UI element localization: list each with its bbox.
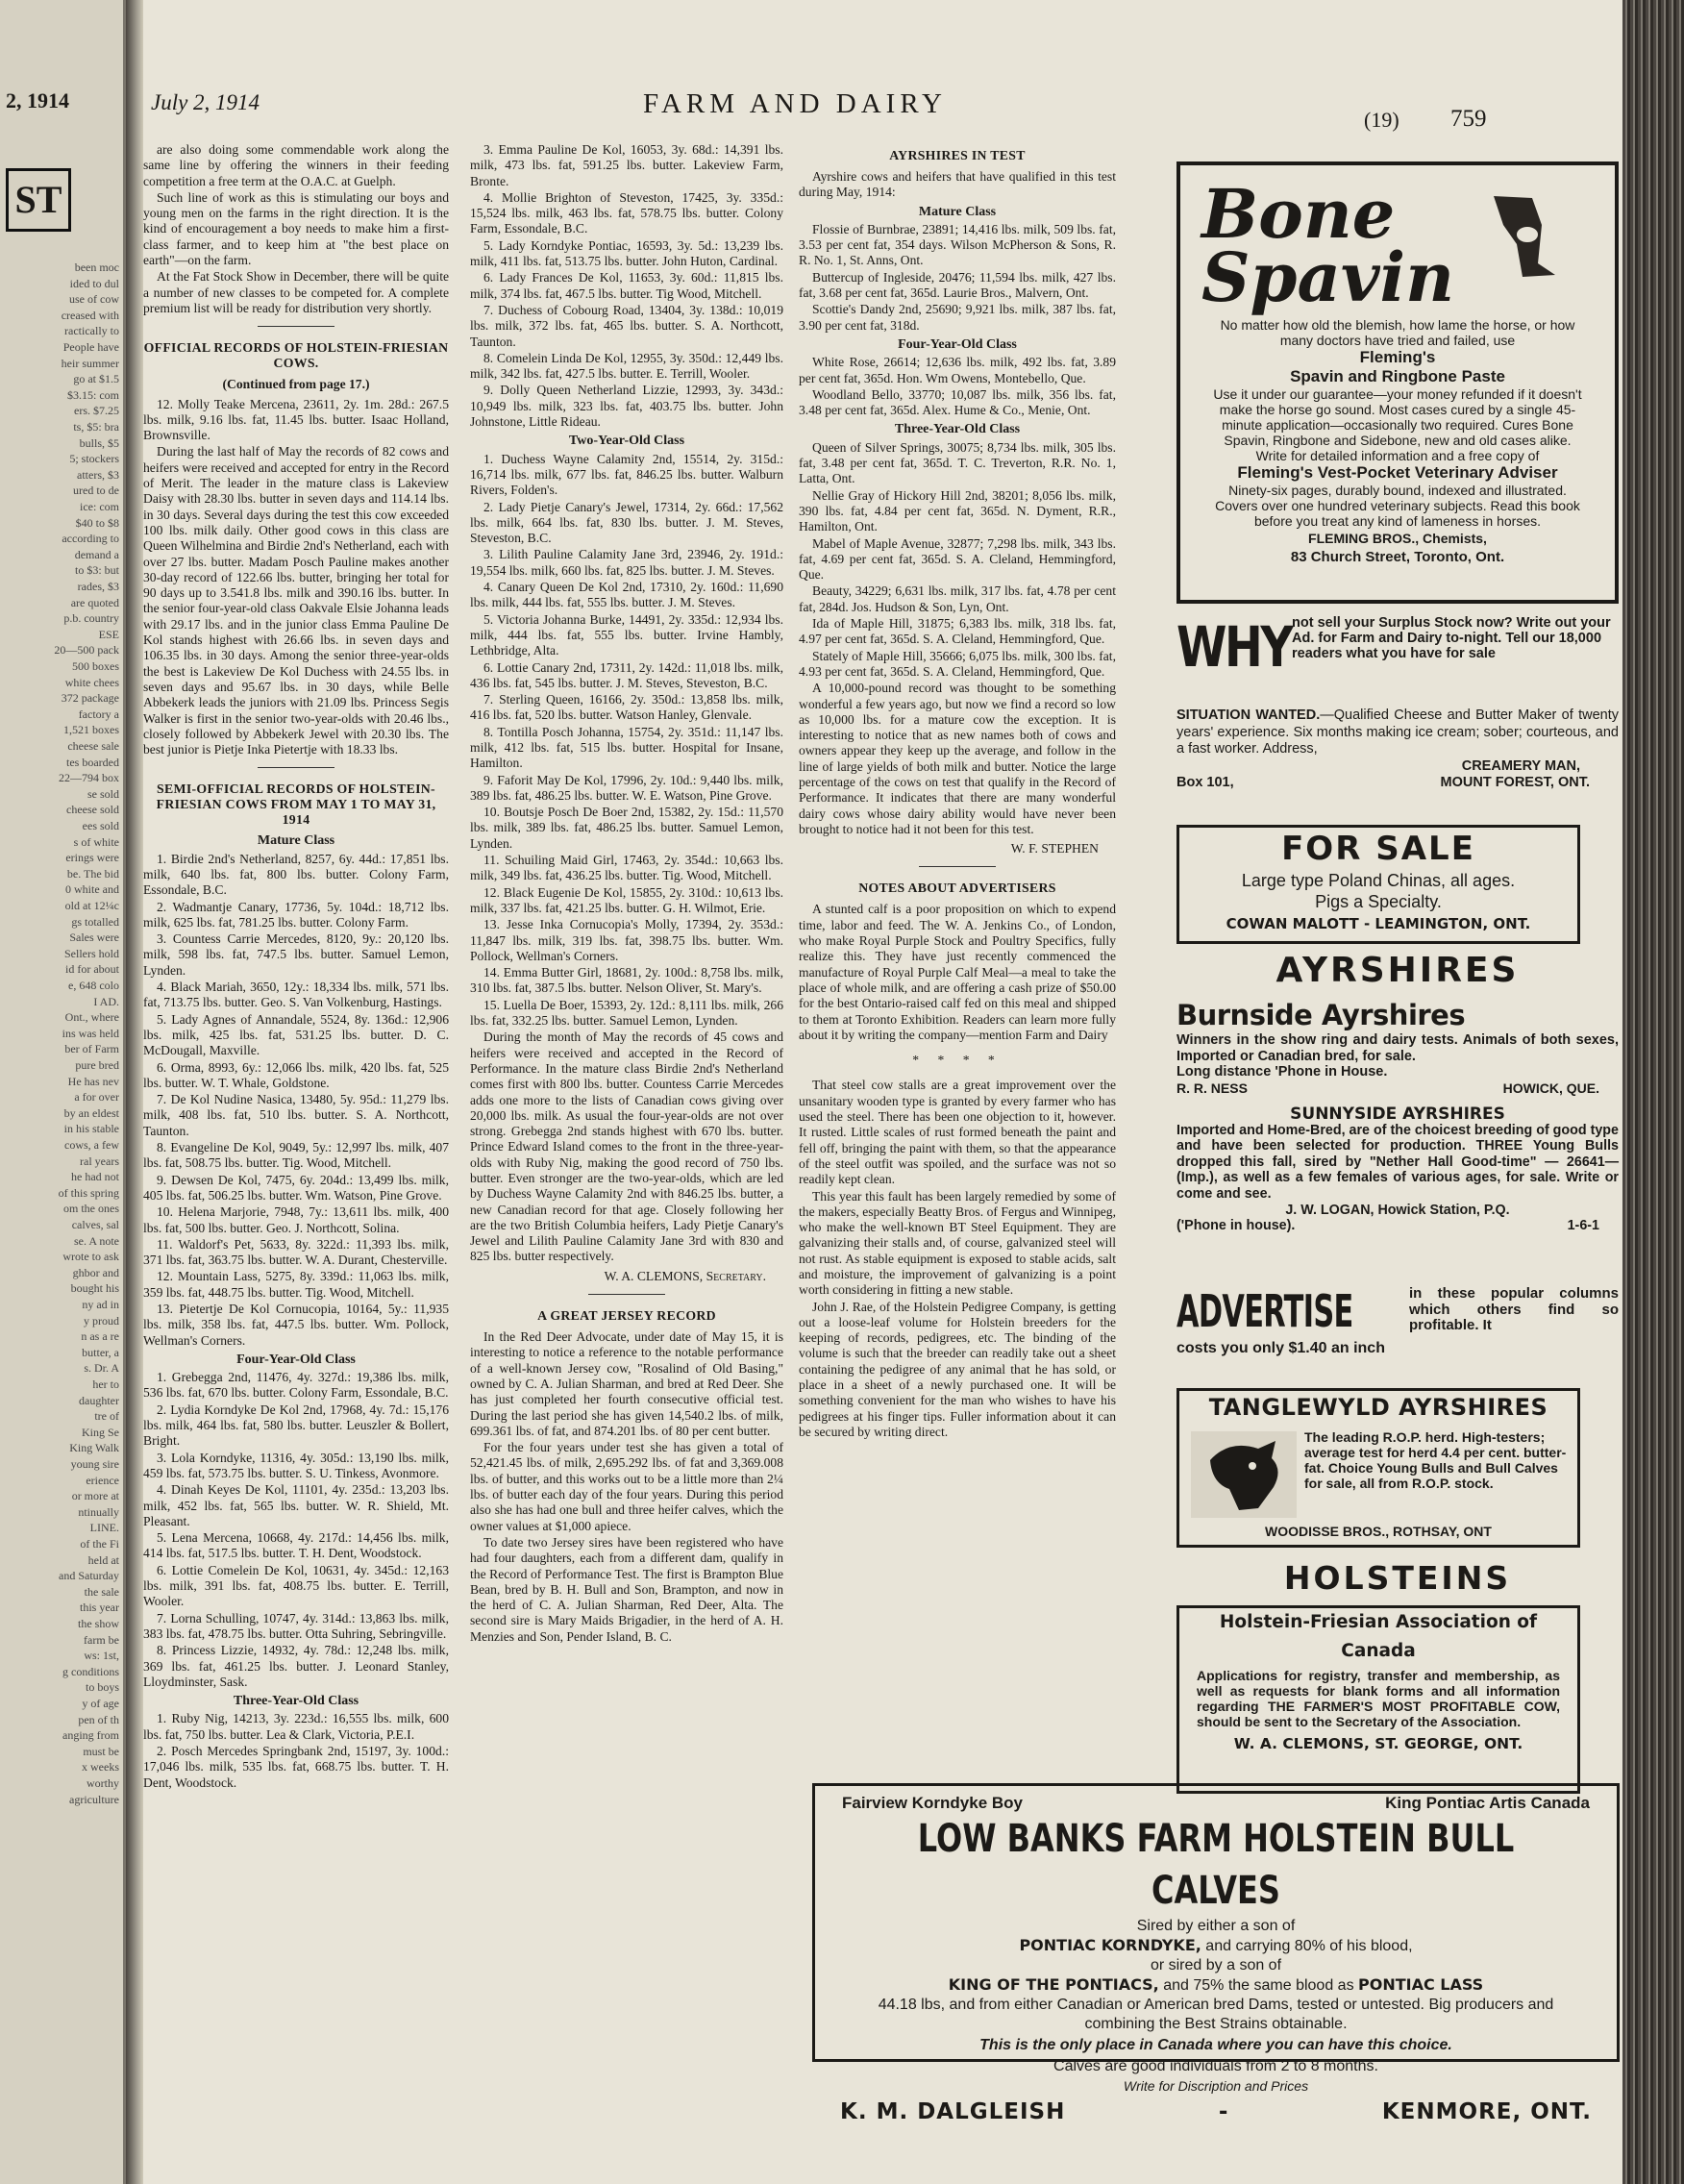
previous-page-fragment: erings were bbox=[65, 851, 119, 865]
previous-page-fragment: 5; stockers bbox=[69, 452, 119, 466]
tanglewyld-ad bbox=[1176, 1388, 1580, 1548]
previous-page-fragment: are quoted bbox=[70, 595, 119, 609]
bone-line: Ninety-six pages, durably bound, indexed and illustrated. Covers over one hundred veterinary subjects. Read this book before you treat any kind of lameness in horses. bbox=[1215, 483, 1580, 529]
previous-page-fragment: farm be bbox=[84, 1632, 119, 1647]
situation-label: SITUATION WANTED. bbox=[1176, 707, 1321, 723]
previous-page-fragment: tes boarded bbox=[66, 755, 119, 769]
previous-page-fragment: King Se bbox=[82, 1425, 119, 1439]
paragraph: This year this fault has been largely remedied by some of the makers, especially Beatty Bros. of Fergus and Winnipeg, who make the well-known BT Steel Equipment. They are galvanizing their stalls and, of course, galvanized steel will not rust. As stable equipment is exposed to stable acids, salt and moisture, the improvement of galvanizing is a point worth considering in fitting a new stable. bbox=[799, 1188, 1116, 1298]
divider bbox=[588, 1294, 665, 1295]
paragraph: 7. De Kol Nudine Nasica, 13480, 5y. 95d.: 11,279 lbs. milk, 408 lbs. fat, 510 lbs. butter. S. A. Northcott, Taunton. bbox=[143, 1092, 449, 1138]
burnside-ad bbox=[1176, 998, 1619, 1096]
paragraph: 2. Lydia Korndyke De Kol 2nd, 17968, 4y. 7d.: 15,176 lbs. milk, 464 lbs. fat, 580 lbs. butter. Leuszler & Bollert, Bright. bbox=[143, 1402, 449, 1449]
paragraph: Ida of Maple Hill, 31875; 6,383 lbs. milk, 318 lbs. fat, 4.97 per cent fat, 365d. S. A. Cleland, Hemmingford, Que. bbox=[799, 616, 1116, 647]
two-year-class-label: Two-Year-Old Class bbox=[568, 434, 685, 449]
previous-page-fragment: cheese sold bbox=[66, 803, 119, 817]
bone-line: Use it under our guarantee—your money refunded if it doesn't make the horse go sound. Most cases cured by a single 45-minute application—occasionally two required. Cures Bone Spavin, Ringbone and Sidebone, new and old cases alike. Write for detailed information and a free copy of bbox=[1213, 386, 1582, 463]
tanglewyld-text: The leading R.O.P. herd. High-testers; average test for herd 4.4 per cent. butter-fat. Choice Young Bulls and Bull Calves for sale, all from R.O.P. stock. bbox=[1304, 1429, 1567, 1491]
jersey-record-heading: A GREAT JERSEY RECORD bbox=[537, 1308, 716, 1324]
sunnyside-phone: ('Phone in house). bbox=[1176, 1218, 1296, 1234]
paragraph: Buttercup of Ingleside, 20476; 11,594 lbs. milk, 427 lbs. fat, 3.68 per cent fat, 365d. Laurie Bros., Malvern, Ont. bbox=[799, 269, 1116, 301]
paragraph: That steel cow stalls are a great improvement over the unsanitary wooden type is granted by every farmer who has used the steel. There has been one objection to it, however. It rusted. Little scales of rust formed beneath the paint and fell off, bringing the paint with them, so that the appearance of the steel outfit was spoiled, and the surface was not so readily kept clean. bbox=[799, 1078, 1116, 1187]
paragraph: 8. Comelein Linda De Kol, 12955, 3y. 350d.: 12,449 lbs. milk, 342 lbs. fat, 427.5 lbs. butter. E. Terrill, Wooler. bbox=[470, 350, 783, 382]
previous-page-fragment: agriculture bbox=[69, 1792, 119, 1806]
paragraph: 3. Lilith Pauline Calamity Jane 3rd, 23946, 2y. 191d.: 19,554 lbs. milk, 660 lbs. fat, 825 lbs. butter. J. M. Steves. bbox=[470, 547, 783, 578]
sunnyside-code: 1-6-1 bbox=[1567, 1218, 1599, 1234]
ayr-four-label: Four-Year-Old Class bbox=[898, 336, 1017, 352]
bone-line: Fleming's bbox=[1359, 348, 1436, 366]
pontiac-korndyke: PONTIAC KORNDYKE, bbox=[1019, 1936, 1201, 1954]
jersey-record-text bbox=[470, 1329, 783, 1645]
previous-page-fragment: I AD. bbox=[93, 994, 119, 1008]
paragraph: In the Red Deer Advocate, under date of May 15, it is interesting to notice a reference to the notable performance of a well-known Jersey cow, "Rosalind of Old Basing," owned by C. A. Julian Sharman, and bred at Red Deer. She has just completed her fourth consecutive official test. During the last period she has given 14,540.2 lbs. of milk, 699.361 lbs. of fat, and 874.201 lbs. of 80 per cent butter. bbox=[470, 1329, 783, 1438]
paragraph: 11. Waldorf's Pet, 5633, 8y. 322d.: 11,393 lbs. milk, 371 lbs. fat, 363.75 lbs. butter. W. A. Durant, Chesterville. bbox=[143, 1236, 449, 1268]
previous-page-fragment: the show bbox=[78, 1617, 119, 1630]
previous-page-fragment: x weeks bbox=[82, 1760, 119, 1774]
previous-page-fragment: 500 boxes bbox=[72, 659, 119, 673]
previous-page-fragment: of the Fi bbox=[80, 1537, 119, 1551]
paragraph: Woodland Bello, 33770; 10,087 lbs. milk, 356 lbs. fat, 3.48 per cent fat, 365d. Alex. Hume & Co., Menie, Ont. bbox=[799, 386, 1116, 418]
sunnyside-text: Imported and Home-Bred, are of the choicest breeding of good type and have been selected for production. THREE Young Bulls dropped this fall, sired by "Nether Hall Good-time" — 26641—(Imp.), as well as a few females of various ages, for sale. Write or come and see. bbox=[1176, 1122, 1619, 1202]
previous-page-fragment: rades, $3 bbox=[77, 580, 119, 593]
paragraph: 8. Princess Lizzie, 14932, 4y. 78d.: 12,248 lbs. milk, 369 lbs. fat, 461.25 lbs. butter. J. Leonard Stanley, Lloydminster, Sask. bbox=[143, 1643, 449, 1689]
situation-wanted-ad bbox=[1176, 707, 1619, 792]
previous-page-fragment: bought his bbox=[70, 1281, 119, 1296]
previous-page-fragment: Ont., where bbox=[64, 1010, 119, 1025]
paragraph: Stately of Maple Hill, 35666; 6,075 lbs. milk, 300 lbs. fat, 4.93 per cent fat, 365d. S. A. Cleland, Hemmingford, Que. bbox=[799, 648, 1116, 679]
previous-page-fragment: ntinually bbox=[78, 1504, 119, 1519]
previous-page-fragment: her to bbox=[92, 1377, 119, 1391]
notes-advertisers-heading: NOTES ABOUT ADVERTISERS bbox=[858, 881, 1056, 896]
previous-page-fragment: the sale bbox=[84, 1584, 119, 1599]
previous-page-fragment: gs totalled bbox=[71, 914, 119, 929]
previous-page-fragment: factory a bbox=[78, 707, 119, 721]
advertise-price: costs you only $1.40 an inch bbox=[1176, 1340, 1385, 1356]
previous-page-fragment: ESE bbox=[98, 627, 119, 641]
low-banks-contact bbox=[815, 2096, 1617, 2128]
previous-page-fragment: ghbor and bbox=[72, 1265, 119, 1279]
paragraph: 5. Victoria Johanna Burke, 14491, 2y. 335d.: 12,934 lbs. milk, 444 lbs. fat, 555 lbs. butter. Irvine Hambly, Lethbridge, Alta. bbox=[470, 611, 783, 658]
paragraph: 7. Sterling Queen, 16166, 2y. 350d.: 13,858 lbs. milk, 416 lbs. fat, 520 lbs. butter. Watson Hanley, Glenvale. bbox=[470, 692, 783, 723]
paragraph: Queen of Silver Springs, 30075; 8,734 lbs. milk, 305 lbs. fat, 3.48 per cent fat, 365d. T. C. Treverton, R.R. No. 1, Latta, Ont. bbox=[799, 439, 1116, 486]
sire-right: King Pontiac Artis Canada bbox=[1385, 1794, 1590, 1812]
paragraph: 8. Tontilla Posch Johanna, 15754, 2y. 351d.: 11,147 lbs. milk, 412 lbs. fat, 515 lbs. butter. Hospital for Insane, Hamilton. bbox=[470, 724, 783, 771]
previous-page-fragment: old at 12¼c bbox=[64, 899, 119, 912]
for-sale-line: Pigs a Specialty. bbox=[1315, 892, 1442, 911]
situation-box: Box 101, bbox=[1176, 775, 1234, 790]
bone-title-line2: Spavin bbox=[1201, 237, 1455, 317]
notes-text-2 bbox=[799, 1078, 1116, 1440]
separator-dash: - bbox=[1218, 2099, 1229, 2124]
previous-page-fragment: demand a bbox=[74, 547, 119, 561]
paragraph: 12. Black Eugenie De Kol, 15855, 2y. 310d.: 10,613 lbs. milk, 337 lbs. fat, 421.25 lbs. butter. G. H. Wilmot, Erie. bbox=[470, 884, 783, 915]
paragraph: Nellie Gray of Hickory Hill 2nd, 38201; 8,056 lbs. milk, 390 lbs. fat, 4.84 per cent fat, 365d. N. Dyment, R.R., Hamilton, Ont. bbox=[799, 487, 1116, 534]
holsteins-section-heading: HOLSTEINS bbox=[1283, 1559, 1512, 1597]
hfa-text: Applications for registry, transfer and membership, as well as requests for blank forms and all information regarding THE FARMER'S MOST PROFITABLE COW, should be sent to the Secretary of the Association. bbox=[1197, 1668, 1560, 1729]
situation-address bbox=[1176, 775, 1619, 792]
ayrshires-test-intro: Ayrshire cows and heifers that have qualified in this test during May, 1914: bbox=[799, 169, 1116, 200]
paragraph: John J. Rae, of the Holstein Pedigree Company, is getting out a loose-leaf volume for Holstein breeders for the keeping of records, pedigrees, etc. The binding of the volume is such that the breeder can readily take out a sheet containing the pedigree of any animal that he has sold, or place in a sheet of a newly purchased one. It will be something convenient for the man who wishes to have his pedigrees at his finger tips. Fuller information about it can be secured by writing direct. bbox=[799, 1299, 1116, 1439]
section-page-number: (19) bbox=[1364, 108, 1399, 132]
previous-page-fragment: $40 to $8 bbox=[75, 515, 119, 530]
why-text: not sell your Surplus Stock now? Write out your Ad. for Farm and Dairy to-night. Tell our 18,000 readers what you have for sale bbox=[1292, 615, 1611, 661]
paragraph: 10. Boutsje Posch De Boer 2nd, 15382, 2y. 15d.: 11,570 lbs. milk, 389 lbs. fat, 486.25 lbs. butter. Samuel Lemon, Lynden. bbox=[470, 805, 783, 851]
paragraph: To date two Jersey sires have been registered who have had four daughters, each from a different dam, qualify in the Record of Performance Test. The first is Brampton Blue Bean, bred by B. H. Bull and Son, Brampton, and now in the herd of C. A. Julian Sharman, Red Deer, Alta. The second sire is Mary Maids Brigadier, in the herd of A. H. Menzies and Son, Pender Island, B. C. bbox=[470, 1534, 783, 1644]
ayr-mature-list bbox=[799, 222, 1116, 334]
previous-page-fragment: and Saturday bbox=[59, 1569, 119, 1583]
previous-page-fragment: n as a re bbox=[81, 1329, 119, 1344]
previous-page-fragment: s. Dr. A bbox=[84, 1361, 119, 1376]
burnside-phone: Long distance 'Phone in House. bbox=[1176, 1064, 1388, 1080]
binding-gutter bbox=[126, 0, 143, 2184]
mature-class-list bbox=[143, 852, 449, 1349]
section-stars: * * * * bbox=[912, 1053, 1003, 1068]
semi-official-heading: SEMI-OFFICIAL RECORDS OF HOLSTEIN-FRIESIAN COWS FROM MAY 1 TO MAY 31, 1914 bbox=[156, 782, 436, 828]
ayr-three-list bbox=[799, 440, 1116, 837]
bone-line: Spavin and Ringbone Paste bbox=[1290, 367, 1505, 385]
previous-page-fragment: e, 648 colo bbox=[68, 979, 119, 992]
previous-page-fragment: ts, $5: bra bbox=[73, 420, 119, 434]
paragraph: 5. Lady Agnes of Annandale, 5524, 8y. 136d.: 12,906 lbs. milk, 425 lbs. fat, 531.25 lbs. butter. D. C. McDougall, Maxville. bbox=[143, 1011, 449, 1058]
burnside-contact bbox=[1176, 1080, 1619, 1096]
previous-page-fragment: by an eldest bbox=[63, 1105, 119, 1120]
previous-page-fragment: bulls, $5 bbox=[79, 435, 119, 450]
paragraph: 6. Lottie Comelein De Kol, 10631, 4y. 345d.: 12,163 lbs. milk, 391 lbs. fat, 408.75 lbs. butter. E. Terrill, Wooler. bbox=[143, 1562, 449, 1609]
paragraph: Flossie of Burnbrae, 23891; 14,416 lbs. milk, 509 lbs. fat, 3.53 per cent fat, 354 days. Wilson McPherson & Sons, R. R. No. 1, St. Anns, Ont. bbox=[799, 221, 1116, 268]
advertise-ad bbox=[1176, 1284, 1619, 1356]
previous-page-fragment: om the ones bbox=[63, 1202, 119, 1216]
official-records-heading: OFFICIAL RECORDS OF HOLSTEIN-FRIESIAN COWS. bbox=[143, 340, 449, 371]
blood-note: and 75% the same blood as bbox=[1163, 1977, 1354, 1994]
previous-page-fragment: be. The bid bbox=[66, 866, 119, 881]
notes-text bbox=[799, 902, 1116, 1043]
paragraph: Mabel of Maple Avenue, 32877; 7,298 lbs. milk, 343 lbs. fat, 4.69 per cent fat, 365d. S. A. Cleland, Hemmingford, Que. bbox=[799, 535, 1116, 583]
why-heading: WHY bbox=[1176, 614, 1292, 680]
bone-line: FLEMING BROS., Chemists, bbox=[1308, 531, 1487, 546]
for-sale-line: Large type Poland Chinas, all ages. bbox=[1241, 871, 1516, 890]
three-year-class-continued bbox=[470, 142, 783, 430]
previous-page-fragment: 0 white and bbox=[65, 882, 119, 897]
burnside-title: Burnside Ayrshires bbox=[1176, 999, 1466, 1031]
bone-line: 83 Church Street, Toronto, Ont. bbox=[1290, 549, 1505, 565]
column-3 bbox=[799, 142, 1116, 1441]
paragraph: 9. Dewsen De Kol, 7475, 6y. 204d.: 13,499 lbs. milk, 405 lbs. fat, 506.25 lbs. butter. Wm. Watson, Pine Grove. bbox=[143, 1172, 449, 1203]
for-sale-ad bbox=[1176, 825, 1580, 944]
low-banks-line: or sired by a son of bbox=[1150, 1957, 1282, 1973]
paragraph: 4. Canary Queen De Kol 2nd, 17310, 2y. 160d.: 11,690 lbs. milk, 444 lbs. fat, 555 lbs. butter. J. M. Steves. bbox=[470, 580, 783, 610]
previous-page-fragment: anging from bbox=[62, 1728, 119, 1743]
paragraph: 9. Dolly Queen Netherland Lizzie, 12993, 3y. 343d.: 10,949 lbs. milk, 323 lbs. fat, 403.75 lbs. butter. John Johnstone, Little Rideau. bbox=[470, 383, 783, 430]
previous-page-fragment: use of cow bbox=[69, 292, 119, 307]
paragraph: 14. Emma Butter Girl, 18681, 2y. 100d.: 8,758 lbs. milk, 310 lbs. fat, 387.5 lbs. butter. Nelson Oliver, St. Mary's. bbox=[470, 965, 783, 996]
previous-page-fragment: young sire bbox=[70, 1457, 119, 1471]
page-folio: 759 bbox=[1450, 106, 1487, 132]
four-year-class-label: Four-Year-Old Class bbox=[236, 1352, 356, 1367]
divider bbox=[258, 767, 334, 768]
previous-page-fragment: according to bbox=[62, 532, 119, 546]
previous-page-fragment: ractically to bbox=[64, 324, 119, 338]
paragraph: 13. Pietertje De Kol Cornucopia, 10164, 5y.: 11,935 lbs. milk, 358 lbs. fat, 447.5 lbs. butter. Wm. Pollock, Wellman's Corners. bbox=[143, 1302, 449, 1348]
previous-page-fragment: to $3: but bbox=[74, 563, 119, 578]
previous-page-fragment: tre of bbox=[94, 1409, 119, 1424]
ayr-mature-label: Mature Class bbox=[918, 204, 997, 219]
paragraph: White Rose, 26614; 12,636 lbs. milk, 492 lbs. fat, 3.89 per cent fat, 365d. Hon. Wm Owens, Montebello, Que. bbox=[799, 355, 1116, 385]
previous-page-fragment: creased with bbox=[61, 308, 119, 322]
low-banks-title: LOW BANKS FARM HOLSTEIN BULL CALVES bbox=[917, 1817, 1515, 1913]
ayrshires-test-heading: AYRSHIRES IN TEST bbox=[889, 148, 1026, 162]
previous-page-fragment: calves, sal bbox=[71, 1218, 119, 1231]
previous-page-fragment: People have bbox=[62, 340, 119, 354]
for-sale-contact: COWAN MALOTT - LEAMINGTON, ONT. bbox=[1226, 915, 1531, 932]
sunnyside-title: SUNNYSIDE AYRSHIRES bbox=[1290, 1104, 1505, 1124]
paragraph: 6. Lady Frances De Kol, 11653, 3y. 60d.: 11,815 lbs. milk, 374 lbs. fat, 467.5 lbs. butter. Tig Wood, Mitchell. bbox=[470, 270, 783, 301]
previous-page-fragment: se sold bbox=[87, 786, 119, 801]
previous-page-fragment: this year bbox=[80, 1601, 119, 1615]
previous-page-fragment: ral years bbox=[80, 1154, 119, 1168]
four-year-class-list bbox=[143, 1370, 449, 1690]
paragraph: A stunted calf is a poor proposition on which to expend time, labor and feed. The W. A. Jenkins Co., of London, who make Royal Purple Stock and Poultry Specifics, fully realize this. They have just recently commenced the manufacture of Royal Purple Calf Meal—a meal to take the place of whole milk, and are offering a cash prize of $50.00 for the best Ontario-raised calf fed on this meal and shipped to them at Toronto Exhibition. Readers can learn more fully about it by writing the company—mention Farm and Dairy bbox=[799, 902, 1116, 1042]
previous-page-fragment: he had not bbox=[71, 1170, 119, 1184]
paragraph: 4. Mollie Brighton of Steveston, 17425, 3y. 335d.: 15,524 lbs. milk, 463 lbs. fat, 578.75 lbs. butter. Colony Farm, Essondale, B.C. bbox=[470, 189, 783, 236]
previous-page-fragment: go at $1.5 bbox=[73, 372, 119, 386]
previous-page-fragment: id for about bbox=[65, 962, 119, 977]
previous-page-fragment: ice: com bbox=[80, 500, 119, 513]
paragraph: For the four years under test she has given a total of 52,421.45 lbs. of milk, 2,695.292 lbs. of fat and 3,369.008 lbs. of butter, and this works out to be a little more than 2¼ lbs. of butter each day of the four years. During this period also she has had one bull and three heifer calves, which the owner values at $1,000 apiece. bbox=[470, 1440, 783, 1533]
sunnyside-ad bbox=[1176, 1106, 1619, 1234]
paragraph: 15. Luella De Boer, 15393, 2y. 12d.: 8,111 lbs. milk, 266 lbs. fat, 332.25 lbs. butter. Samuel Lemon, Lynden. bbox=[470, 997, 783, 1029]
bone-line: No matter how old the blemish, how lame the horse, or how many doctors have tried and failed, use bbox=[1220, 317, 1575, 348]
previous-page-fragment: or more at bbox=[71, 1489, 119, 1503]
paragraph: 1. Grebegga 2nd, 11476, 4y. 327d.: 19,386 lbs. milk, 536 lbs. fat, 670 lbs. butter. Colony Farm, Essondale, B.C. bbox=[143, 1370, 449, 1401]
book-page-edges bbox=[1622, 0, 1684, 2184]
previous-page-fragment: g conditions bbox=[62, 1664, 119, 1678]
paragraph: 1. Duchess Wayne Calamity 2nd, 15514, 2y. 315d.: 16,714 lbs. milk, 677 lbs. fat, 846.25 lbs. butter. Walburn Rivers, Folden's. bbox=[470, 451, 783, 498]
previous-page-fragment: in his stable bbox=[63, 1122, 119, 1136]
continued-note: (Continued from page 17.) bbox=[222, 377, 370, 392]
previous-page-fragment: y proud bbox=[84, 1313, 119, 1328]
burnside-text: Winners in the show ring and dairy tests. Animals of both sexes, Imported or Canadian bred, for sale. bbox=[1176, 1032, 1619, 1064]
previous-page-fragment: $3.15: com bbox=[67, 387, 119, 402]
paragraph: 3. Countess Carrie Mercedes, 8120, 9y.: 20,120 lbs. milk, 598 lbs. fat, 747.5 lbs. butter. Samuel Lemon, Lynden. bbox=[143, 931, 449, 978]
paragraph: 3. Lola Korndyke, 11316, 4y. 305d.: 13,190 lbs. milk, 459 lbs. fat, 573.75 lbs. butter. S. U. Tinkess, Avonmore. bbox=[143, 1450, 449, 1480]
paragraph: 7. Duchess of Cobourg Road, 13404, 3y. 138d.: 10,019 lbs. milk, 372 lbs. fat, 465 lbs. butter. S. A. Northcott, Taunton. bbox=[470, 302, 783, 349]
pontiac-lass: PONTIAC LASS bbox=[1358, 1975, 1484, 1994]
low-banks-farm-ad bbox=[812, 1783, 1620, 2124]
column-2 bbox=[470, 142, 783, 1646]
previous-page-fragment: a for over bbox=[74, 1090, 119, 1104]
previous-page-fragment: cheese sale bbox=[67, 739, 119, 753]
previous-page-fragment: y of age bbox=[82, 1697, 119, 1710]
previous-page-fragment: 1,521 boxes bbox=[63, 723, 119, 737]
bone-spavin-body bbox=[1180, 310, 1615, 567]
ayrshires-section-heading: AYRSHIRES bbox=[1275, 951, 1520, 990]
paragraph: 5. Lena Mercena, 10668, 4y. 217d.: 14,456 lbs. milk, 414 lbs. fat, 517.5 lbs. butter. T. H. Dent, Woodstock. bbox=[143, 1530, 449, 1561]
ayr-four-list bbox=[799, 355, 1116, 418]
previous-page-fragment: ins was held bbox=[62, 1026, 119, 1040]
paragraph: 4. Dinah Keyes De Kol, 11101, 4y. 235d.: 13,203 lbs. milk, 452 lbs. fat, 565 lbs. butter. W. R. Shield, Mt. Pleasant. bbox=[143, 1482, 449, 1528]
mature-class-label: Mature Class bbox=[257, 833, 335, 849]
previous-page-fragment: heir summer bbox=[61, 356, 119, 370]
previous-page-fragment: erience bbox=[86, 1473, 119, 1487]
paragraph: 2. Wadmantje Canary, 17736, 5y. 104d.: 18,712 lbs. milk, 625 lbs. fat, 781.25 lbs. butter. Colony Farm. bbox=[143, 899, 449, 930]
previous-page-fragment: to boys bbox=[85, 1680, 119, 1695]
low-banks-line: Calves are good individuals from 2 to 8 months. bbox=[1053, 2058, 1378, 2074]
previous-page-fragment: se. A note bbox=[74, 1233, 119, 1248]
sire-left: Fairview Korndyke Boy bbox=[842, 1794, 1024, 1812]
paragraph: 9. Faforit May De Kol, 17996, 2y. 10d.: 9,440 lbs. milk, 389 lbs. fat, 486.25 lbs. butter. W. E. Watson, Pine Grove. bbox=[470, 772, 783, 803]
low-banks-sires bbox=[815, 1786, 1617, 1813]
advertise-text: in these popular columns which others find so profitable. It bbox=[1409, 1285, 1619, 1333]
low-banks-line: Write for Discription and Prices bbox=[1123, 2078, 1309, 2094]
paragraph: 11. Schuiling Maid Girl, 17463, 2y. 354d.: 10,663 lbs. milk, 349 lbs. fat, 436.25 lbs. butter. Tig. Wood, Mitchell. bbox=[470, 853, 783, 883]
previous-page-fragment: of this spring bbox=[58, 1185, 119, 1200]
three-year-class-list bbox=[143, 1711, 449, 1790]
low-banks-line bbox=[815, 1975, 1617, 1996]
summary-signature: W. A. CLEMONS, Secretary. bbox=[604, 1268, 766, 1283]
three-year-class-label: Three-Year-Old Class bbox=[233, 1694, 359, 1709]
previous-page-fragment: s of white bbox=[73, 834, 119, 849]
previous-page-fragment: Sales were bbox=[69, 931, 119, 945]
masthead-title: FARM AND DAIRY bbox=[643, 88, 948, 119]
holstein-association-ad bbox=[1176, 1605, 1580, 1794]
cow-head-icon bbox=[1191, 1431, 1297, 1518]
bone-line: Fleming's Vest-Pocket Veterinary Adviser bbox=[1237, 463, 1558, 482]
previous-page-edge bbox=[0, 0, 126, 2184]
previous-page-fragment: cows, a few bbox=[64, 1138, 119, 1152]
kenmore-place: KENMORE, ONT. bbox=[1381, 2099, 1592, 2124]
hfa-contact: W. A. CLEMONS, ST. GEORGE, ONT. bbox=[1233, 1735, 1523, 1752]
divider bbox=[258, 326, 334, 327]
paragraph: 2. Lady Pietje Canary's Jewel, 17314, 2y. 66d.: 17,562 lbs. milk, 664 lbs. fat, 830 lbs. butter. J. M. Steves, Steveston, B.C. bbox=[470, 499, 783, 546]
official-records-text bbox=[143, 397, 449, 758]
column-1 bbox=[143, 142, 449, 1792]
paragraph: At the Fat Stock Show in December, there will be quite a number of new classes to be competed for. A complete premium list will be ready for distribution very shortly. bbox=[143, 269, 449, 315]
advertise-heading: ADVERTISE bbox=[1176, 1285, 1353, 1337]
low-banks-line: Sired by either a son of bbox=[1136, 1918, 1296, 1934]
paragraph: 4. Black Mariah, 3650, 12y.: 18,334 lbs. milk, 571 lbs. fat, 713.75 lbs. butter. Geo. S. Van Volkenburg, Hastings. bbox=[143, 980, 449, 1010]
previous-page-fragment: must be bbox=[83, 1744, 119, 1758]
low-banks-italic: This is the only place in Canada where you can have this choice. bbox=[979, 2037, 1452, 2053]
paragraph: 8. Evangeline De Kol, 9049, 5y.: 12,997 lbs. milk, 407 lbs. fat, 508.75 lbs. butter. Tig. Wood, Mitchell. bbox=[143, 1140, 449, 1171]
previous-page-fragment: been moc bbox=[74, 261, 119, 274]
low-banks-line bbox=[815, 1936, 1617, 1956]
situation-text: —Qualified Cheese and Butter Maker of twenty years' experience. Six months making ice cream; sober; courteous, and a fast worker. Address, bbox=[1176, 707, 1619, 757]
previous-page-fragment: King Walk bbox=[69, 1441, 119, 1455]
previous-page-fragment: LINE. bbox=[89, 1521, 119, 1535]
paragraph: 6. Orma, 8993, 6y.: 12,066 lbs. milk, 420 lbs. fat, 525 lbs. butter. W. T. Whale, Goldstone. bbox=[143, 1059, 449, 1090]
previous-page-fragment: 372 package bbox=[61, 691, 119, 706]
paragraph: 7. Lorna Schulling, 10747, 4y. 314d.: 13,863 lbs. milk, 383 lbs. fat, 478.75 lbs. butter. Otta Suhring, Sebringville. bbox=[143, 1610, 449, 1641]
previous-page-fragment: p.b. country bbox=[63, 611, 119, 626]
paragraph: are also doing some commendable work along the same line by offering the winners in their feeding competition a free term at the O.A.C. at Guelph. bbox=[143, 142, 449, 188]
paragraph: Scottie's Dandy 2nd, 25690; 9,921 lbs. milk, 387 lbs. fat, 3.90 per cent fat, 318d. bbox=[799, 302, 1116, 333]
previous-page-header: 2, 1914 bbox=[6, 88, 69, 112]
paragraph: Such line of work as this is stimulating our boys and young men on the farms in the right direction. It is the kind of encouragement a boy needs to make him a first-class farmer, and to keep him at "the best place on earth"—on the farm. bbox=[143, 189, 449, 268]
sunnyside-name: J. W. LOGAN, Howick Station, P.Q. bbox=[1285, 1202, 1510, 1218]
previous-page-fragment: daughter bbox=[79, 1393, 119, 1407]
sunnyside-footer bbox=[1176, 1218, 1619, 1234]
situation-name: CREAMERY MAN, bbox=[1461, 757, 1580, 774]
ayrshires-signature: W. F. STEPHEN bbox=[1010, 841, 1099, 856]
paragraph: 6. Lottie Canary 2nd, 17311, 2y. 142d.: 11,018 lbs. milk, 436 lbs. fat, 545 lbs. butter. J. M. Steves, Steveston, B.C. bbox=[470, 659, 783, 690]
divider bbox=[919, 866, 996, 867]
paragraph: During the last half of May the records of 82 cows and heifers were received and accepted for entry in the Record of Merit. The leader in the mature class is Lakeview Daisy with 28.30 lbs. butter in seven days and 114.14 lbs. in 30 days. Several days during the test this cow exceeded 100 lbs. milk daily. Other good cows in this class are Queen Wilhelmina and Birdie 2nd's Netherland, each with over 27 lbs. butter. Madam Posch Pauline makes another 30-day record of 122.66 lbs. butter, bringing her total for 90 days up to 3.541.8 lbs. milk and 390.16 lbs. butter. In the senior four-year-old class Oakvale Elsie Johanna leads with 29.17 lbs. and in the junior class Emma Pauline De Kol stands highest with 26.66 lbs. in seven days and 106.35 lbs. in 30 days. Among the senior three-year-olds the best is Lakeview De Kol Duchess with 24.55 lbs. in seven days and 95.67 lbs. in 30 days, while Belle Abbekerk leads the juniors with 21.09 lbs. Princess Segis Walker is first in the senior two-year-olds with 20.46 lbs., closely followed by Abbekerk Jewel with 20.30 lbs. The best junior is Pietje Inka Pietertje with 18.33 lbs. bbox=[143, 444, 449, 757]
paragraph: 1. Birdie 2nd's Netherland, 8257, 6y. 44d.: 17,851 lbs. milk, 640 lbs. fat, 800 lbs. butter. Colony Farm, Essondale, B.C. bbox=[143, 851, 449, 898]
records-summary: During the month of May the records of 45 cows and heifers were received and accepted in the Record of Performance. In the mature class Birdie 2nd's Netherland comes first with 800 lbs. butter. Countess Carrie Mercedes adds one more to the lists of Canadian cows giving over 20,000 lbs. milk. As usual the four-year-olds are not over strong. Grebegga 2nd stands highest with 670 lbs. butter. Prince Edward Island comes to the front in the three-year-olds with Ruby Nig, making the good record of 750 lbs. butter. Even stronger are the two-year-olds, which are led by Duchess Wayne Calamity 2nd with 846.25 lbs. butter, a new Canadian record for that age. Closely following her are the two British Columbia heifers, Lady Pietje Canary's Jewel and Lilith Pauline Calamity Jane 3rd with 830 and 825 lbs. butter respectively. bbox=[470, 1030, 783, 1264]
previous-page-fragment: butter, a bbox=[82, 1345, 119, 1359]
previous-page-fragment: ws: 1st, bbox=[84, 1649, 119, 1663]
paragraph: 2. Posch Mercedes Springbank 2nd, 15197, 3y. 100d.: 17,046 lbs. milk, 535 lbs. fat, 668.75 lbs. butter. T. H. Dent, Woodstock. bbox=[143, 1744, 449, 1790]
tanglewyld-title: TANGLEWYLD AYRSHIRES bbox=[1208, 1394, 1548, 1421]
paragraph: 1. Ruby Nig, 14213, 3y. 223d.: 16,555 lbs. milk, 600 lbs. fat, 750 lbs. butter. Lea & Clark, Victoria, P.E.I. bbox=[143, 1711, 449, 1742]
previous-page-fragment: held at bbox=[87, 1552, 119, 1567]
low-banks-line: 44.18 lbs, and from either Canadian or American bred Dams, tested or untested. Big producers and combining the Best Strains obtainable. bbox=[878, 1997, 1554, 2032]
previous-page-fragment: ny ad in bbox=[82, 1298, 119, 1311]
previous-page-fragment: ided to dul bbox=[69, 276, 119, 290]
previous-page-fragment: ees sold bbox=[82, 819, 119, 832]
paragraph: 13. Jesse Inka Cornucopia's Molly, 17394, 2y. 353d.: 11,847 lbs. milk, 319 lbs. fat, 398.75 lbs. butter. Wm. Pollock, Wellman's Corners. bbox=[470, 917, 783, 963]
previous-page-fragment: pure bred bbox=[75, 1058, 119, 1072]
previous-page-fragment: Sellers hold bbox=[64, 946, 119, 960]
previous-page-fragment: worthy bbox=[87, 1776, 119, 1790]
previous-page-fragment: ber of Farm bbox=[64, 1042, 119, 1056]
paragraph: Beauty, 34229; 6,631 lbs. milk, 317 lbs. fat, 4.78 per cent fat, 284d. Jos. Hudson & Son, Lyn, Ont. bbox=[799, 583, 1116, 614]
dalgleish-name: K. M. DALGLEISH bbox=[840, 2099, 1066, 2124]
blood-note: and carrying 80% of his blood, bbox=[1205, 1938, 1413, 1954]
paragraph: 10. Helena Marjorie, 7948, 7y.: 13,611 lbs. milk, 400 lbs. fat, 500 lbs. butter. Geo. J. Northcott, Solina. bbox=[143, 1204, 449, 1235]
paragraph: A 10,000-pound record was thought to be something wonderful a few years ago, but now we find a record so low as 10,000 lbs. for a mature cow the exception. It is interesting to notice that as new names both of cows and owners appear they keep up the average, and follow in the line of large yields of both milk and butter. Notice the large percentage of the cows on test that qualify in the Record of Performance. It indicates that there are many wonderful dairy cows whose dairy ability would have never been brought to notice had it not been for this test. bbox=[799, 681, 1116, 836]
previous-page-fragment: 20—500 pack bbox=[54, 643, 119, 658]
burnside-name: R. R. NESS bbox=[1176, 1080, 1248, 1096]
issue-date: July 2, 1914 bbox=[151, 90, 260, 114]
king-of-pontiacs: KING OF THE PONTIACS, bbox=[948, 1975, 1159, 1994]
paragraph: 12. Mountain Lass, 5275, 8y. 339d.: 11,063 lbs. milk, 359 lbs. fat, 448.75 lbs. butter. Tig. Wood, Mitchell. bbox=[143, 1269, 449, 1300]
situation-place: MOUNT FOREST, ONT. bbox=[1440, 775, 1590, 790]
previous-page-fragment: wrote to ask bbox=[62, 1250, 119, 1264]
previous-page-fragment: pen of th bbox=[78, 1712, 119, 1726]
previous-page-fragment: He has nev bbox=[67, 1074, 119, 1088]
two-year-class-list bbox=[470, 452, 783, 1030]
hfa-title: Holstein-Friesian Association of Canada bbox=[1219, 1612, 1538, 1661]
newspaper-page bbox=[143, 0, 1622, 2184]
paragraph: 5. Lady Korndyke Pontiac, 16593, 3y. 5d.: 13,239 lbs. milk, 411 lbs. fat, 513.75 lbs. butter. John Huton, Cardinal. bbox=[470, 237, 783, 269]
ayr-three-label: Three-Year-Old Class bbox=[894, 422, 1021, 437]
previous-page-box: ST bbox=[6, 168, 71, 232]
bone-title-line1: Bone bbox=[1201, 174, 1396, 254]
horse-leg-icon bbox=[1474, 186, 1590, 283]
bone-spavin-ad bbox=[1176, 161, 1619, 604]
previous-page-fragment: atters, $3 bbox=[77, 467, 119, 482]
paragraph: 3. Emma Pauline De Kol, 16053, 3y. 68d.: 14,391 lbs. milk, 473 lbs. fat, 591.25 lbs. butter. Lakeview Farm, Bronte. bbox=[470, 142, 783, 188]
previous-page-fragment: 22—794 box bbox=[59, 771, 119, 785]
intro-paragraphs bbox=[143, 142, 449, 316]
paragraph: 12. Molly Teake Mercena, 23611, 2y. 1m. 28d.: 267.5 lbs. milk, 9.16 lbs. fat, 11.45 lbs. butter. Isaac Holland, Brownsville. bbox=[143, 396, 449, 443]
burnside-place: HOWICK, QUE. bbox=[1502, 1080, 1599, 1096]
for-sale-title: FOR SALE bbox=[1281, 830, 1475, 868]
tanglewyld-contact: WOODISSE BROS., ROTHSAY, ONT bbox=[1265, 1524, 1492, 1539]
previous-page-fragment: white chees bbox=[64, 675, 119, 689]
previous-page-fragment: ers. $7.25 bbox=[74, 404, 119, 418]
previous-page-fragment: ured to de bbox=[73, 484, 119, 498]
